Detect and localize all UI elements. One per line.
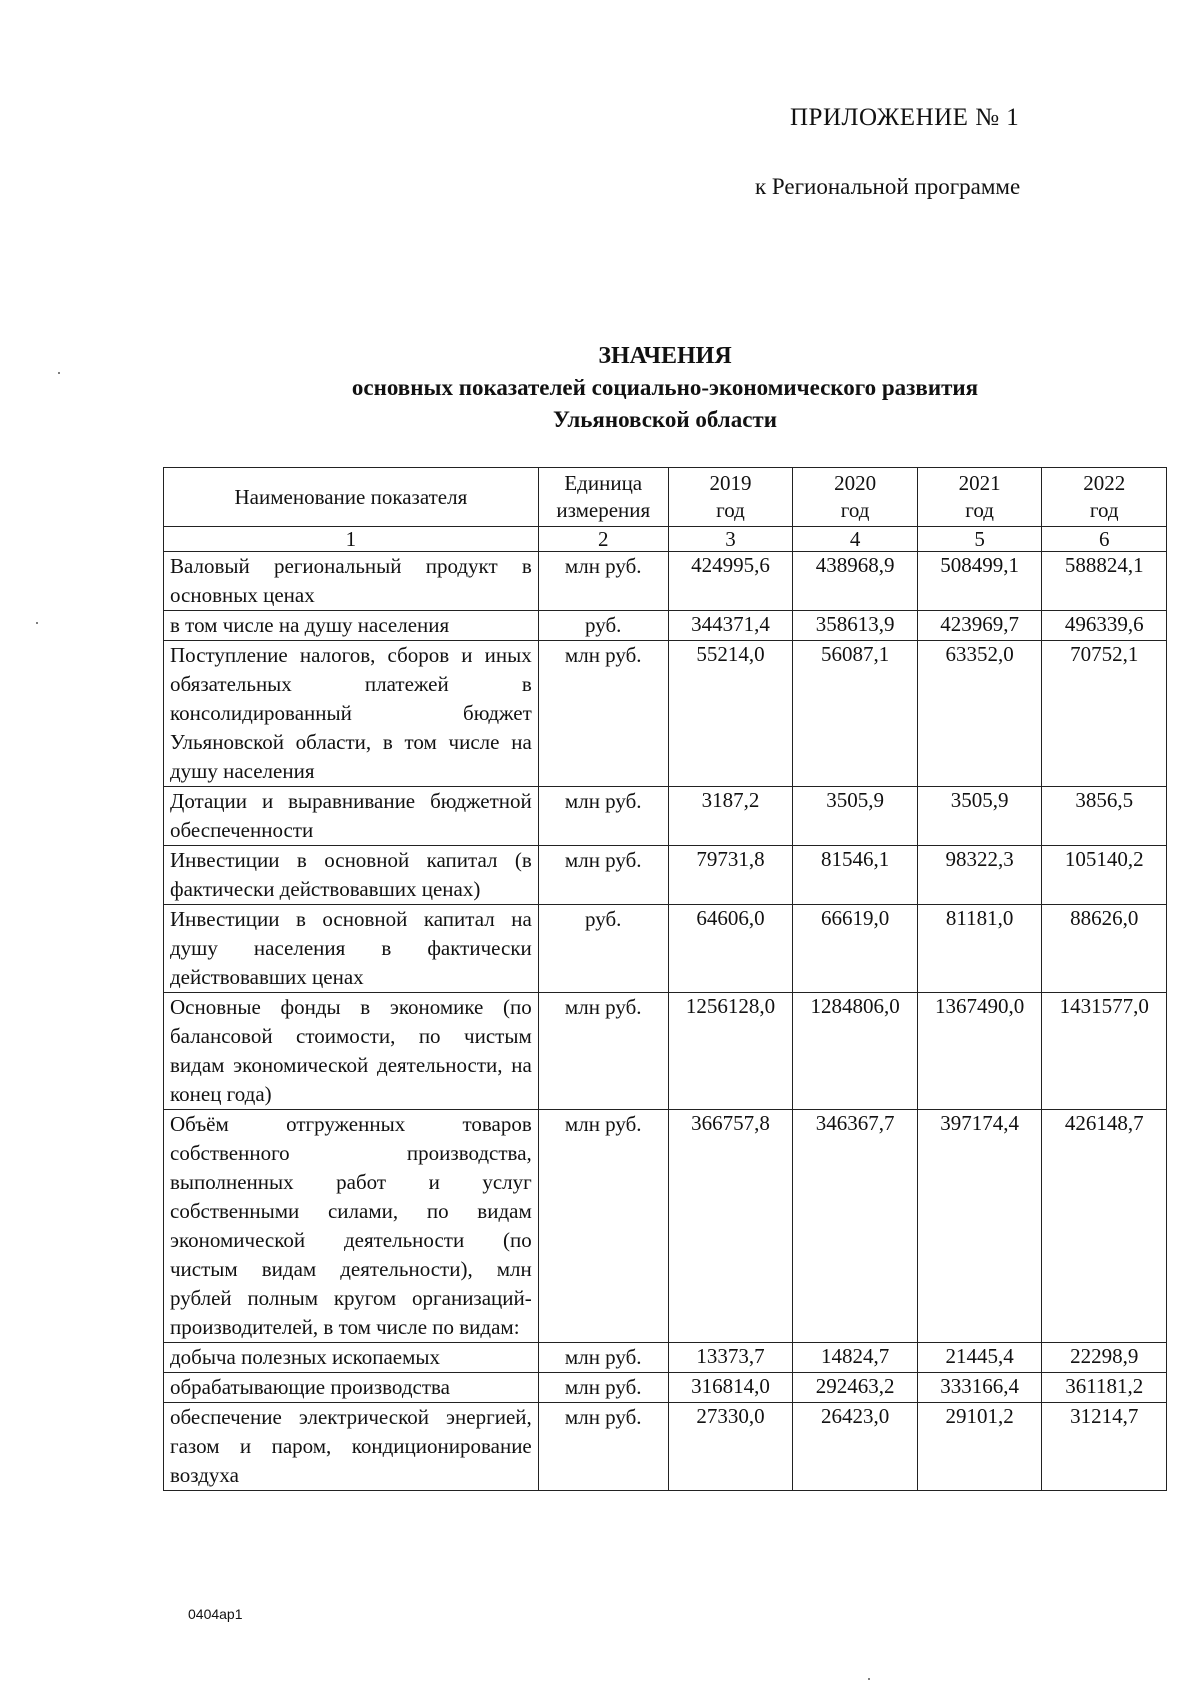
indicator-unit: млн руб. — [538, 552, 668, 611]
title-line-3: Ульяновской области — [553, 407, 777, 432]
indicator-value: 81181,0 — [917, 905, 1042, 993]
indicator-name: в том числе на душу населения — [164, 611, 539, 641]
table-row — [164, 641, 1167, 787]
indicator-name: обеспечение электрической энергией, газом и паром, кондиционирование воздуха — [164, 1403, 539, 1491]
column-number: 4 — [793, 527, 918, 552]
header-year-value: 2022 — [1083, 471, 1126, 495]
column-number: 5 — [917, 527, 1042, 552]
indicator-unit: млн руб. — [538, 1403, 668, 1491]
indicator-value: 426148,7 — [1042, 1110, 1167, 1343]
indicator-value: 3505,9 — [917, 787, 1042, 846]
indicator-unit: млн руб. — [538, 1110, 668, 1343]
header-year-label: год — [716, 498, 745, 522]
indicator-value: 1367490,0 — [917, 993, 1042, 1110]
indicator-value: 361181,2 — [1042, 1373, 1167, 1403]
header-year-2021 — [917, 468, 1042, 527]
header-unit — [538, 468, 668, 527]
indicators-table — [163, 467, 1167, 1491]
header-year-label: год — [840, 498, 870, 522]
indicator-value: 1256128,0 — [668, 993, 793, 1110]
indicator-value: 1431577,0 — [1042, 993, 1167, 1110]
column-number: 3 — [668, 527, 793, 552]
indicator-value: 358613,9 — [793, 611, 918, 641]
table-row — [164, 905, 1167, 993]
indicator-value: 3187,2 — [668, 787, 793, 846]
indicator-value: 424995,6 — [668, 552, 793, 611]
header-unit-line-1: Единица — [564, 471, 643, 495]
indicator-name: Инвестиции в основной капитал (в фактически действовавших ценах) — [164, 846, 539, 905]
indicator-name: Инвестиции в основной капитал на душу населения в фактически действовавших ценах — [164, 905, 539, 993]
indicator-unit: млн руб. — [538, 641, 668, 787]
header-year-value: 2021 — [958, 471, 1001, 495]
document-title — [160, 340, 1170, 436]
indicator-unit: руб. — [538, 905, 668, 993]
column-number: 1 — [164, 527, 539, 552]
indicator-value: 423969,7 — [917, 611, 1042, 641]
indicator-value: 438968,9 — [793, 552, 918, 611]
indicator-value: 22298,9 — [1042, 1343, 1167, 1373]
table-row — [164, 1110, 1167, 1343]
indicator-unit: млн руб. — [538, 993, 668, 1110]
title-main: ЗНАЧЕНИЯ — [598, 343, 732, 369]
indicator-value: 1284806,0 — [793, 993, 918, 1110]
indicator-name: Поступление налогов, сборов и иных обязательных платежей в консолидированный бюджет Ульяновской области, в том числе на душу населения — [164, 641, 539, 787]
header-unit-line-2: измерения — [556, 498, 651, 522]
header-name: Наименование показателя — [164, 468, 539, 527]
indicator-value: 344371,4 — [668, 611, 793, 641]
indicator-value: 588824,1 — [1042, 552, 1167, 611]
indicator-value: 333166,4 — [917, 1373, 1042, 1403]
header-year-label: год — [965, 498, 994, 522]
indicator-value: 346367,7 — [793, 1110, 918, 1343]
indicator-value: 366757,8 — [668, 1110, 793, 1343]
header-year-value: 2020 — [834, 471, 877, 495]
appendix-label: ПРИЛОЖЕНИЕ № 1 — [790, 104, 1020, 131]
indicator-unit: млн руб. — [538, 1373, 668, 1403]
indicator-unit: млн руб. — [538, 787, 668, 846]
indicator-name: Основные фонды в экономике (по балансовой стоимости, по чистым видам экономической деятельности, на конец года) — [164, 993, 539, 1110]
indicator-value: 13373,7 — [668, 1343, 793, 1373]
indicator-value: 70752,1 — [1042, 641, 1167, 787]
indicator-value: 88626,0 — [1042, 905, 1167, 993]
indicator-value: 397174,4 — [917, 1110, 1042, 1343]
indicator-value: 508499,1 — [917, 552, 1042, 611]
header-year-label: год — [1089, 498, 1119, 522]
indicator-value: 56087,1 — [793, 641, 918, 787]
indicator-value: 81546,1 — [793, 846, 918, 905]
indicator-value: 3505,9 — [793, 787, 918, 846]
indicator-value: 64606,0 — [668, 905, 793, 993]
appendix-subtitle: к Региональной программе — [755, 174, 1021, 199]
indicator-value: 3856,5 — [1042, 787, 1167, 846]
indicator-name: Объём отгруженных товаров собственного производства, выполненных работ и услуг собственными силами, по видам экономической деятельности (по чистым видам деятельности), млн рублей полным кругом организаций-производителей, в том числе по видам: — [164, 1110, 539, 1343]
indicator-value: 29101,2 — [917, 1403, 1042, 1491]
indicator-value: 105140,2 — [1042, 846, 1167, 905]
header-row — [164, 468, 1167, 527]
scan-speck — [36, 622, 38, 624]
indicator-value: 27330,0 — [668, 1403, 793, 1491]
indicator-value: 26423,0 — [793, 1403, 918, 1491]
column-number: 2 — [538, 527, 668, 552]
table-row — [164, 787, 1167, 846]
indicator-unit: руб. — [538, 611, 668, 641]
header-year-2022 — [1042, 468, 1167, 527]
table-row — [164, 1403, 1167, 1491]
table-row — [164, 993, 1167, 1110]
footer-code: 0404ap1 — [188, 1606, 243, 1622]
indicator-value: 292463,2 — [793, 1373, 918, 1403]
table-row — [164, 1373, 1167, 1403]
indicator-value: 31214,7 — [1042, 1403, 1167, 1491]
column-number: 6 — [1042, 527, 1167, 552]
table-row — [164, 846, 1167, 905]
scan-speck — [868, 1678, 870, 1680]
indicator-name: обрабатывающие производства — [164, 1373, 539, 1403]
column-number-row — [164, 527, 1167, 552]
indicator-value: 79731,8 — [668, 846, 793, 905]
indicator-name: добыча полезных ископаемых — [164, 1343, 539, 1373]
table-row — [164, 611, 1167, 641]
header-year-value: 2019 — [709, 471, 752, 495]
indicator-value: 66619,0 — [793, 905, 918, 993]
indicator-value: 21445,4 — [917, 1343, 1042, 1373]
indicator-value: 98322,3 — [917, 846, 1042, 905]
table-body — [164, 552, 1167, 1491]
indicator-value: 14824,7 — [793, 1343, 918, 1373]
table-row — [164, 552, 1167, 611]
header-year-2020 — [793, 468, 918, 527]
indicator-unit: млн руб. — [538, 846, 668, 905]
scan-speck — [58, 372, 60, 374]
header-year-2019 — [668, 468, 793, 527]
indicator-value: 63352,0 — [917, 641, 1042, 787]
title-line-2: основных показателей социально-экономического развития — [351, 375, 979, 400]
indicator-name: Валовый региональный продукт в основных ценах — [164, 552, 539, 611]
table-row — [164, 1343, 1167, 1373]
indicator-name: Дотации и выравнивание бюджетной обеспеченности — [164, 787, 539, 846]
indicator-value: 55214,0 — [668, 641, 793, 787]
indicator-value: 316814,0 — [668, 1373, 793, 1403]
indicator-unit: млн руб. — [538, 1343, 668, 1373]
indicator-value: 496339,6 — [1042, 611, 1167, 641]
